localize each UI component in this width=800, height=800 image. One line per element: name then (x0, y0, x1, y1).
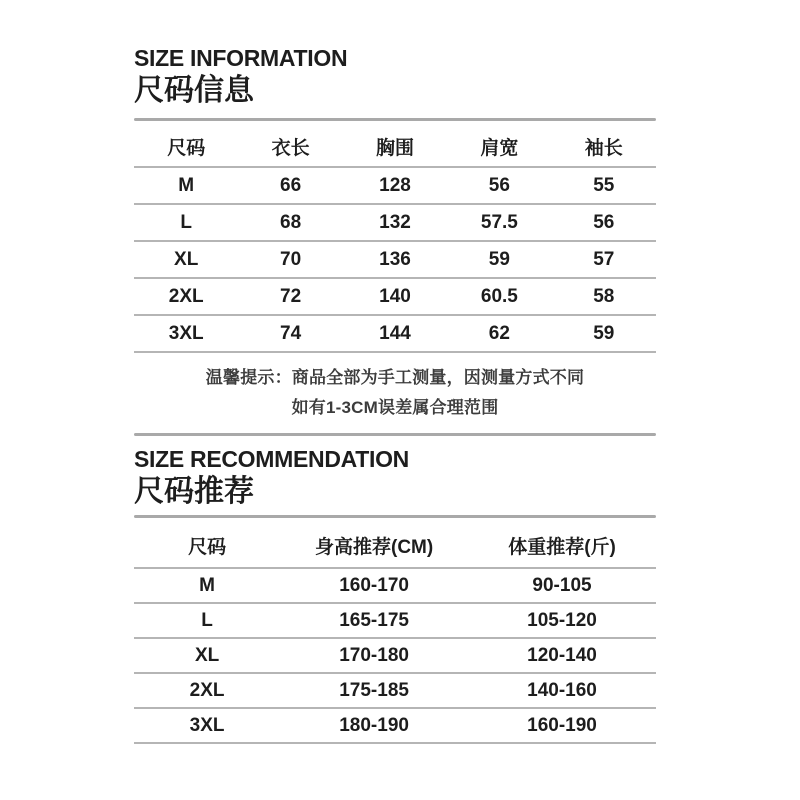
table-cell: 66 (280, 174, 302, 196)
table-row-xl (134, 242, 656, 279)
size-information-section (134, 45, 656, 423)
table-cell: 105-120 (527, 609, 597, 631)
table-cell: 90-105 (532, 574, 592, 596)
section-divider (134, 433, 656, 436)
table-cell: 74 (280, 322, 302, 344)
table-cell: 170-180 (339, 644, 409, 666)
size-recommendation-title-zh: 尺码推荐 (134, 475, 254, 508)
recommendation-table-header-row (134, 518, 656, 569)
size-information-table (134, 121, 656, 353)
table-cell: M (199, 574, 215, 596)
table-cell: 56 (488, 174, 510, 196)
table-cell: 180-190 (339, 714, 409, 736)
table-cell: 3XL (189, 714, 225, 736)
table-cell: 140-160 (527, 679, 597, 701)
table-cell: XL (174, 248, 199, 270)
table-cell: 55 (593, 174, 615, 196)
header-cell-size: 尺码 (167, 138, 206, 159)
header-cell-height: 身高推荐(CM) (315, 537, 434, 558)
table-row-l (134, 604, 656, 639)
header-cell-size: 尺码 (188, 537, 227, 558)
table-cell: 144 (379, 322, 411, 344)
table-cell: XL (194, 644, 220, 666)
table-cell: 59 (593, 322, 615, 344)
size-recommendation-table (134, 518, 656, 744)
table-cell: 2XL (168, 285, 204, 307)
table-cell: 56 (593, 211, 615, 233)
content-column (134, 0, 656, 744)
table-cell: L (180, 211, 192, 233)
table-row-3xl (134, 709, 656, 744)
table-cell: 58 (593, 285, 615, 307)
table-cell: 136 (379, 248, 411, 270)
size-information-title-zh: 尺码信息 (134, 74, 254, 107)
table-cell: 160-170 (339, 574, 409, 596)
table-cell: 175-185 (339, 679, 409, 701)
table-cell: 59 (488, 248, 510, 270)
size-table-header-row (134, 121, 656, 168)
table-cell: 68 (280, 211, 302, 233)
table-cell: 62 (488, 322, 510, 344)
table-cell: 128 (379, 174, 411, 196)
header-cell-sleeve: 袖长 (584, 138, 623, 159)
table-row-2xl (134, 279, 656, 316)
table-cell: 3XL (168, 322, 204, 344)
table-cell: 140 (379, 285, 411, 307)
table-row-m (134, 168, 656, 205)
table-cell: 57 (593, 248, 615, 270)
table-row-2xl (134, 674, 656, 709)
table-cell: 120-140 (527, 644, 597, 666)
measurement-note-line1: 温馨提示：商品全部为手工测量，因测量方式不同 (205, 368, 585, 387)
measurement-note-line2: 如有1-3CM误差属合理范围 (291, 398, 499, 417)
table-cell: M (178, 174, 195, 196)
table-cell: 132 (379, 211, 411, 233)
size-information-title-en: SIZE INFORMATION (134, 45, 348, 71)
measurement-note (134, 363, 656, 423)
table-cell: 70 (280, 248, 302, 270)
table-row-l (134, 205, 656, 242)
header-cell-chest: 胸围 (375, 138, 414, 159)
table-cell: 60.5 (480, 285, 518, 307)
table-cell: L (201, 609, 213, 631)
table-row-xl (134, 639, 656, 674)
header-cell-length: 衣长 (271, 138, 310, 159)
header-cell-shoulder: 肩宽 (480, 138, 519, 159)
table-cell: 72 (280, 285, 302, 307)
table-cell: 2XL (189, 679, 225, 701)
table-cell: 165-175 (339, 609, 409, 631)
table-row-m (134, 569, 656, 604)
table-row-3xl (134, 316, 656, 353)
size-recommendation-title-en: SIZE RECOMMENDATION (134, 446, 409, 472)
size-recommendation-titles (134, 446, 656, 510)
size-recommendation-section (134, 446, 656, 744)
table-cell: 160-190 (527, 714, 597, 736)
header-cell-weight: 体重推荐(斤) (508, 537, 616, 558)
table-cell: 57.5 (480, 211, 518, 233)
